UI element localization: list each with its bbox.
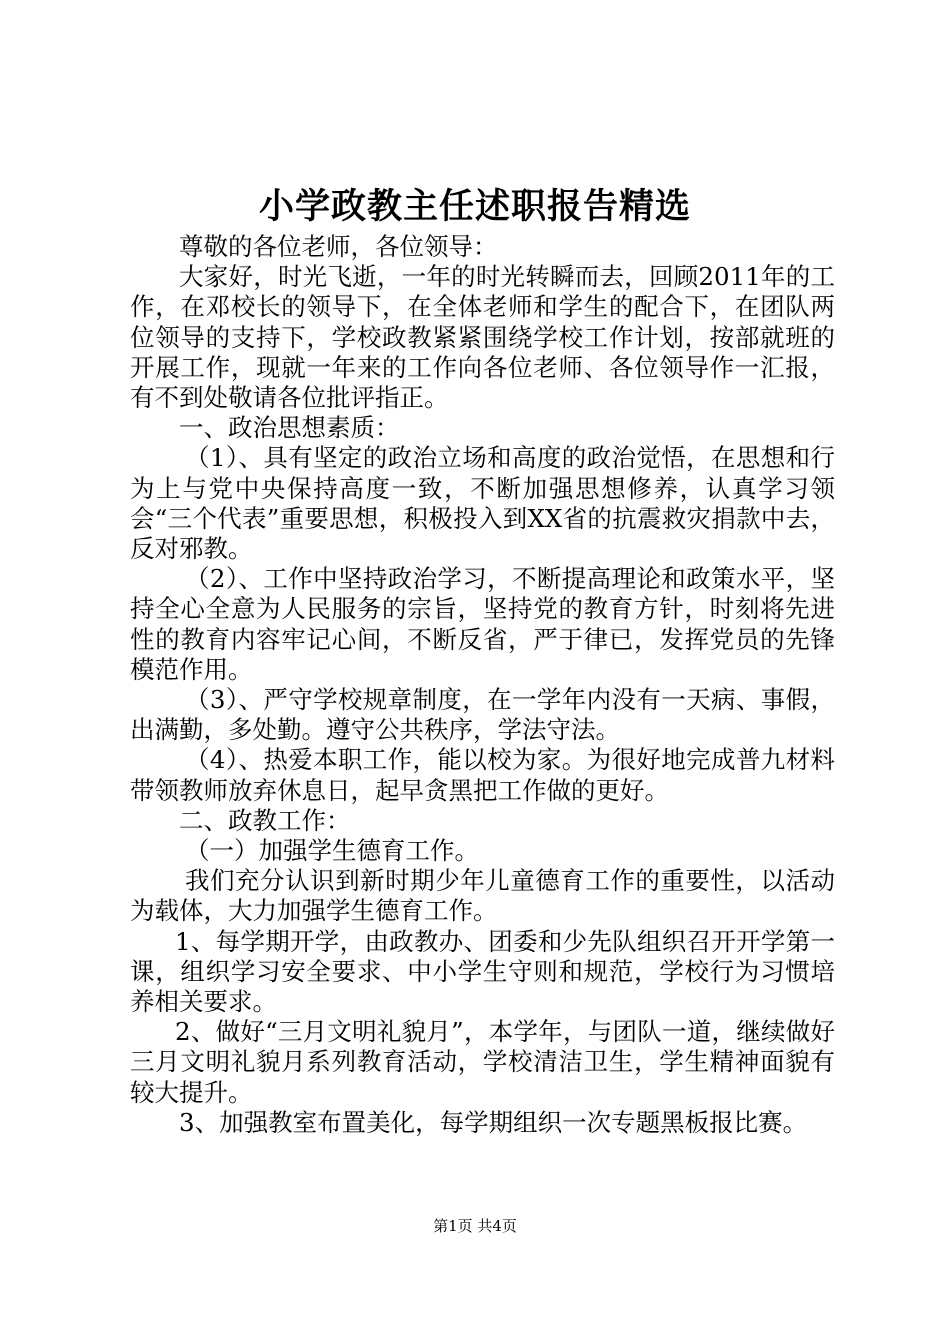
section-heading-2: 二、政教工作： bbox=[179, 805, 351, 835]
document-body bbox=[130, 232, 835, 1138]
body-paragraph-point-2: 2、做好“三月文明礼貌月”，本学年，与团队一道，继续做好三月文明礼貌月系列教育活动，学校清洁卫生，学生精神面貌有较大提升。 bbox=[130, 1017, 835, 1107]
body-paragraph-point-1: 1、每学期开学，由政教办、团委和少先队组织召开开学第一课，组织学习安全要求、中小学生守则和规范，学校行为习惯培养相关要求。 bbox=[130, 926, 835, 1017]
body-paragraph-item-2: （2）、工作中坚持政治学习，不断提高理论和政策水平，坚持全心全意为人民服务的宗旨，坚持党的教育方针，时刻将先进性的教育内容牢记心间，不断反省，严于律已，发挥党员的先锋模范作用。 bbox=[130, 564, 835, 684]
body-paragraph-greeting: 大家好，时光飞逝，一年的时光转瞬而去，回顾2011年的工作，在邓校长的领导下，在全体老师和学生的配合下，在团队两位领导的支持下，学校政教紧紧围绕学校工作计划，按部就班的开展工作，现就一年来的工作向各位老师、各位领导作一汇报，有不到处敬请各位批评指正。 bbox=[130, 262, 835, 413]
body-paragraph-moral: 我们充分认识到新时期少年儿童德育工作的重要性，以活动为载体，大力加强学生德育工作。 bbox=[130, 866, 835, 926]
body-paragraph-point-3: 3、加强教室布置美化，每学期组织一次专题黑板报比赛。 bbox=[179, 1107, 808, 1137]
body-paragraph-item-3: （3）、严守学校规章制度，在一学年内没有一天病、事假，出满勤，多处勤。遵守公共秩序，学法守法。 bbox=[130, 685, 835, 745]
body-paragraph-item-1: （1）、具有坚定的政治立场和高度的政治觉悟，在思想和行为上与党中央保持高度一致，不断加强思想修养，认真学习领会“三个代表”重要思想，积极投入到XX省的抗震救灾捐款中去，反对邪教。 bbox=[130, 443, 835, 564]
subsection-heading: （一）加强学生德育工作。 bbox=[185, 836, 479, 866]
body-paragraph-item-4: （4）、热爱本职工作，能以校为家。为很好地完成普九材料带领教师放弃休息日，起早贪黑把工作做的更好。 bbox=[130, 745, 835, 805]
document-title: 小学政教主任述职报告精选 bbox=[258, 186, 691, 227]
salutation: 尊敬的各位老师，各位领导： bbox=[179, 232, 498, 261]
section-heading-1: 一、政治思想素质： bbox=[179, 413, 400, 443]
page-footer: 第1页 共4页 bbox=[433, 1217, 517, 1235]
